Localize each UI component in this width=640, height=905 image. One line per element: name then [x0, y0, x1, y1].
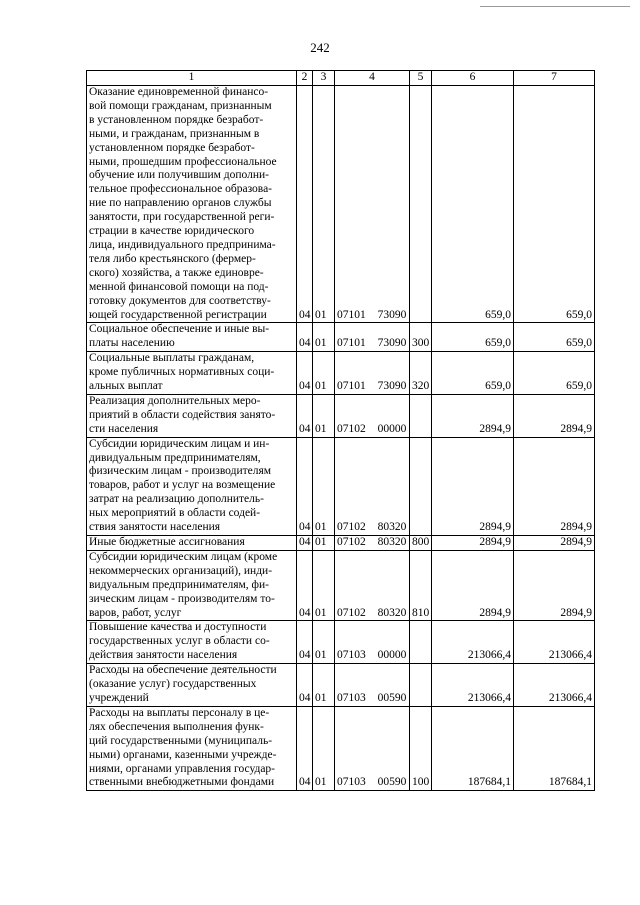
subsection-code-cell: 01 — [313, 323, 335, 352]
row-name-line: Оказание единовременной финансо- — [89, 86, 269, 98]
row-name-line: ными, и гражданам, признанным в — [89, 127, 260, 140]
expense-type-cell: 320 — [410, 352, 432, 395]
top-rule — [480, 6, 630, 7]
section-code-cell: 04 — [297, 621, 313, 664]
expense-type-cell: 100 — [410, 706, 432, 790]
table-row — [87, 621, 595, 664]
target-article-cell: 07103 00590 — [335, 706, 410, 790]
row-name-line: Субсидии юридическим лицам (кроме — [89, 550, 278, 563]
row-name-line: Реализация дополнительных меро- — [89, 394, 261, 407]
row-name-line: альных выплат — [89, 380, 163, 393]
column-header-1: 1 — [87, 71, 297, 86]
amount-cell: 213066,4 — [432, 664, 514, 707]
subsection-code-cell: 01 — [313, 664, 335, 707]
amount-cell: 213066,4 — [432, 621, 514, 664]
row-name-line: ных мероприятий в области содей- — [89, 507, 261, 520]
subsection-code-cell: 01 — [313, 706, 335, 790]
table-row — [87, 664, 595, 707]
row-name-cell — [87, 352, 297, 395]
row-name-line: Расходы на обеспечение деятельности — [89, 664, 277, 677]
amount-total-cell: 2894,9 — [514, 536, 595, 551]
amount-total-cell: 2894,9 — [514, 437, 595, 535]
table-row — [87, 323, 595, 352]
expense-type-cell — [410, 86, 432, 323]
row-name-line: затрат на реализацию дополнитель- — [89, 493, 264, 506]
row-name-line: зическим лицам - производителям то- — [89, 592, 275, 605]
row-name-line: ющей государственной регистрации — [89, 308, 267, 321]
row-name-cell — [87, 621, 297, 664]
section-code-cell: 04 — [297, 536, 313, 551]
table-row — [87, 394, 595, 437]
subsection-code-cell: 01 — [313, 352, 335, 395]
subsection-code-cell: 01 — [313, 536, 335, 551]
expense-type-cell: 810 — [410, 550, 432, 621]
row-name-line: Социальное обеспечение и иные вы- — [89, 323, 270, 336]
row-name-line: ского) хозяйства, а также единовре- — [89, 266, 264, 279]
row-name-line: обучение или получившим дополни- — [89, 169, 270, 182]
amount-cell: 187684,1 — [432, 706, 514, 790]
row-name-line: Расходы на выплаты персоналу в це- — [89, 706, 270, 719]
amount-cell: 2894,9 — [432, 550, 514, 621]
subsection-code-cell: 01 — [313, 437, 335, 535]
subsection-code-cell: 01 — [313, 86, 335, 323]
row-name-line: дивидуальным предпринимателям, — [89, 451, 261, 464]
row-name-line: менной финансовой помощи на под- — [89, 280, 269, 293]
row-name-line: Социальные выплаты гражданам, — [89, 352, 255, 365]
row-name-line: Повышение качества и доступности — [89, 621, 267, 634]
expense-type-cell — [410, 621, 432, 664]
row-name-line: сти населения — [89, 422, 159, 435]
target-article-cell: 07102 00000 — [335, 394, 410, 437]
row-name-line: видуальным предпринимателям, фи- — [89, 578, 269, 591]
amount-total-cell: 2894,9 — [514, 394, 595, 437]
section-code-cell: 04 — [297, 664, 313, 707]
row-name-line: ными, прошедшим профессиональное — [89, 155, 277, 168]
column-header-3: 3 — [313, 71, 335, 86]
row-name-cell — [87, 323, 297, 352]
row-name-line: тельное профессиональное образова- — [89, 183, 273, 196]
amount-total-cell: 213066,4 — [514, 621, 595, 664]
target-article-cell: 07101 73090 — [335, 323, 410, 352]
row-name-line: ние по направлению органов службы — [89, 197, 272, 210]
header-row — [87, 71, 595, 86]
row-name-cell — [87, 664, 297, 707]
table-row — [87, 86, 595, 323]
column-header-7: 7 — [514, 71, 595, 86]
row-name-line: Субсидии юридическим лицам и ин- — [89, 437, 270, 450]
row-name-line: некоммерческих организаций), инди- — [89, 564, 273, 577]
row-name-line: в установленном порядке безработ- — [89, 113, 264, 126]
row-name-line: варов, работ, услуг — [89, 606, 182, 619]
row-name-line: теля либо крестьянского (фермер- — [89, 252, 256, 265]
amount-total-cell: 659,0 — [514, 352, 595, 395]
row-name-cell — [87, 86, 297, 323]
amount-total-cell: 659,0 — [514, 323, 595, 352]
column-header-5: 5 — [410, 71, 432, 86]
target-article-cell: 07102 80320 — [335, 550, 410, 621]
row-name-line: лица, индивидуального предпринима- — [89, 238, 276, 251]
amount-total-cell: 659,0 — [514, 86, 595, 323]
section-code-cell: 04 — [297, 323, 313, 352]
table-row — [87, 706, 595, 790]
row-name-line: Иные бюджетные ассигнования — [89, 536, 245, 548]
row-name-line: ций государственными (муниципаль- — [89, 734, 273, 747]
row-name-cell — [87, 706, 297, 790]
row-name-line: товаров, работ и услуг на возмещение — [89, 479, 276, 492]
expense-type-cell: 300 — [410, 323, 432, 352]
budget-table-body — [87, 86, 595, 791]
row-name-cell — [87, 394, 297, 437]
table-row — [87, 437, 595, 535]
target-article-cell: 07102 80320 — [335, 536, 410, 551]
row-name-line: платы населению — [89, 337, 175, 350]
row-name-line: лях обеспечения выполнения функ- — [89, 720, 264, 733]
section-code-cell: 04 — [297, 706, 313, 790]
row-name-line: ственными внебюджетными фондами — [89, 776, 275, 789]
target-article-cell: 07101 73090 — [335, 86, 410, 323]
section-code-cell: 04 — [297, 394, 313, 437]
column-header-4: 4 — [335, 71, 410, 86]
column-header-2: 2 — [297, 71, 313, 86]
row-name-cell — [87, 536, 297, 551]
section-code-cell: 04 — [297, 352, 313, 395]
subsection-code-cell: 01 — [313, 621, 335, 664]
amount-total-cell: 2894,9 — [514, 550, 595, 621]
expense-type-cell — [410, 437, 432, 535]
table-row — [87, 550, 595, 621]
row-name-line: ниями, органами управления государ- — [89, 762, 275, 775]
row-name-line: приятий в области содействия занято- — [89, 408, 276, 421]
amount-cell: 2894,9 — [432, 437, 514, 535]
row-name-line: вой помощи гражданам, признанным — [89, 99, 272, 112]
section-code-cell: 04 — [297, 86, 313, 323]
amount-cell: 2894,9 — [432, 536, 514, 551]
amount-cell: 659,0 — [432, 352, 514, 395]
row-name-line: страции в качестве юридического — [89, 225, 255, 238]
amount-total-cell: 213066,4 — [514, 664, 595, 707]
target-article-cell: 07103 00000 — [335, 621, 410, 664]
table-row — [87, 352, 595, 395]
row-name-line: физическим лицам - производителям — [89, 465, 272, 478]
row-name-cell — [87, 550, 297, 621]
expense-type-cell: 800 — [410, 536, 432, 551]
row-name-line: учреждений — [89, 691, 149, 704]
subsection-code-cell: 01 — [313, 550, 335, 621]
amount-total-cell: 187684,1 — [514, 706, 595, 790]
section-code-cell: 04 — [297, 550, 313, 621]
subsection-code-cell: 01 — [313, 394, 335, 437]
row-name-line: установленном порядке безработ- — [89, 141, 255, 154]
amount-cell: 659,0 — [432, 323, 514, 352]
row-name-line: ными) органами, казенными учрежде- — [89, 748, 277, 761]
target-article-cell: 07101 73090 — [335, 352, 410, 395]
row-name-line: готовку документов для соответству- — [89, 294, 271, 307]
row-name-line: действия занятости населения — [89, 649, 238, 662]
row-name-line: ствия занятости населения — [89, 521, 221, 534]
target-article-cell: 07102 80320 — [335, 437, 410, 535]
budget-table — [86, 70, 595, 791]
table-row — [87, 536, 595, 551]
expense-type-cell — [410, 394, 432, 437]
row-name-cell — [87, 437, 297, 535]
column-header-6: 6 — [432, 71, 514, 86]
amount-cell: 2894,9 — [432, 394, 514, 437]
row-name-line: кроме публичных нормативных соци- — [89, 366, 275, 379]
expense-type-cell — [410, 664, 432, 707]
row-name-line: (оказание услуг) государственных — [89, 678, 257, 691]
row-name-line: занятости, при государственной реги- — [89, 211, 275, 224]
target-article-cell: 07103 00590 — [335, 664, 410, 707]
section-code-cell: 04 — [297, 437, 313, 535]
row-name-line: государственных услуг в области со- — [89, 635, 270, 648]
amount-cell: 659,0 — [432, 86, 514, 323]
page-number: 242 — [310, 40, 330, 55]
